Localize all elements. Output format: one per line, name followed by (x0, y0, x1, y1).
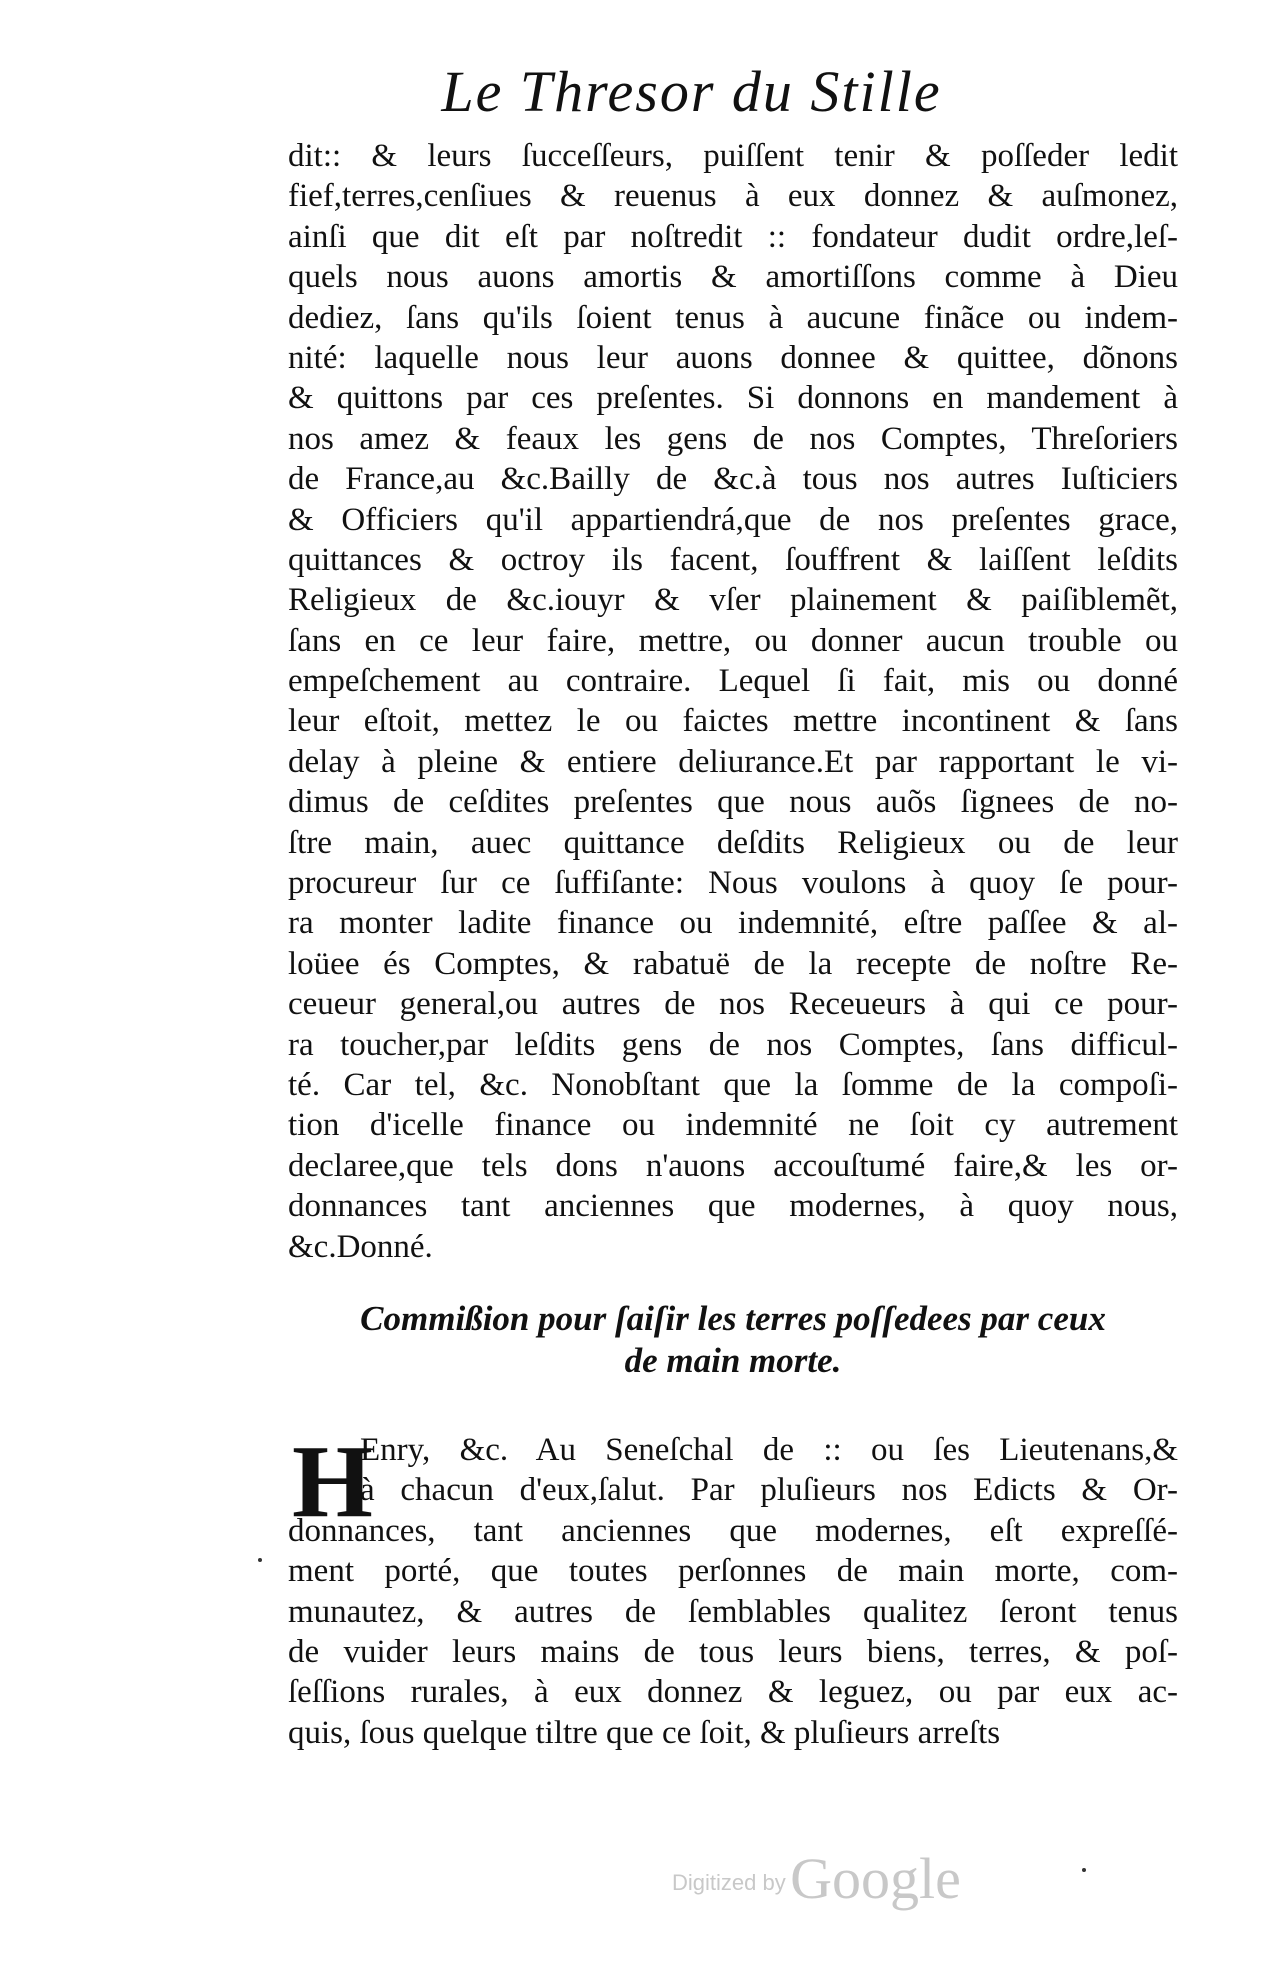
text-line: &c.Donné. (288, 1228, 433, 1265)
section-heading-line-2: de main morte. (624, 1341, 842, 1380)
text-line: ſtre main, auec quittance deſdits Religieux ou de leur (288, 824, 1178, 861)
text-line: declaree,que tels dons n'auons accouſtumé faire,& les or- (288, 1147, 1178, 1184)
text-line: tion d'icelle finance ou indemnité ne ſoit cy autrement (288, 1107, 1178, 1144)
text-line: ra monter ladite finance ou indemnité, eſtre paſſee & al- (288, 905, 1178, 942)
text-line: ceueur general,ou autres de nos Receueurs à qui ce pour- (288, 986, 1178, 1023)
ink-speck (1082, 1868, 1086, 1872)
text-line: dit:: & leurs ſucceſſeurs, puiſſent tenir & poſſeder ledit (288, 138, 1178, 174)
ink-speck (258, 1558, 262, 1562)
paragraph-1 (288, 136, 1178, 1267)
text-line: dimus de ceſdites preſentes que nous auõs ſignees de no- (288, 784, 1178, 821)
text-line: procureur ſur ce ſuffiſante: Nous voulons à quoy ſe pour- (288, 865, 1178, 902)
text-line: empeſchement au contraire. Lequel ſi fait, mis ou donné (288, 663, 1178, 700)
text-line: à chacun d'eux,ſalut. Par pluſieurs nos Edicts & Or- (360, 1472, 1178, 1509)
text-line: ſeſſions rurales, à eux donnez & leguez, ou par eux ac- (288, 1674, 1178, 1711)
text-line: delay à pleine & entiere deliurance.Et par rapportant le vi- (288, 743, 1178, 780)
paragraph-2 (288, 1424, 1178, 1753)
text-line: quels nous auons amortis & amortiſſons comme à Dieu (288, 259, 1178, 296)
text-line: de France,au &c.Bailly de &c.à tous nos autres Iuſticiers (288, 461, 1178, 498)
digitized-watermark (672, 1845, 961, 1912)
text-line: ſans en ce leur faire, mettre, ou donner aucun trouble ou (288, 622, 1178, 659)
watermark-brand: Google (790, 1846, 961, 1911)
text-line: fief,terres,cenſiues & reuenus à eux donnez & auſmonez, (288, 178, 1178, 215)
text-line: té. Car tel, &c. Nonobſtant que la ſomme de la compoſi- (288, 1066, 1178, 1103)
drop-cap: H (292, 1424, 373, 1539)
running-head-text: Le Thresor du Stille (441, 59, 942, 124)
text-line: quittances & octroy ils facent, ſouffrent & laiſſent leſdits (288, 541, 1178, 578)
text-line: loüee és Comptes, & rabatuë de la recepte de noſtre Re- (288, 945, 1178, 982)
text-line: & Officiers qu'il appartiendrá,que de nos preſentes grace, (288, 501, 1178, 538)
text-line: leur eſtoit, mettez le ou faictes mettre incontinent & ſans (288, 703, 1178, 740)
text-line: ainſi que dit eſt par noſtredit :: fondateur dudit ordre,leſ- (288, 218, 1178, 255)
watermark-prefix: Digitized by (672, 1870, 786, 1895)
text-line: ra toucher,par leſdits gens de nos Comptes, ſans difficul- (288, 1026, 1178, 1063)
text-line: de vuider leurs mains de tous leurs biens, terres, & poſ- (288, 1633, 1178, 1670)
text-line: quis, ſous quelque tiltre que ce ſoit, & pluſieurs arreſts (288, 1714, 1001, 1751)
running-head (0, 58, 1263, 125)
text-line: dediez, ſans qu'ils ſoient tenus à aucune finãce ou indem- (288, 299, 1178, 336)
section-heading (288, 1298, 1178, 1382)
text-line: nos amez & feaux les gens de nos Comptes, Threſoriers (288, 420, 1178, 457)
text-line: nité: laquelle nous leur auons donnee & quittee, dõnons (288, 339, 1178, 376)
text-line: Religieux de &c.iouyr & vſer plainement & paiſiblemẽt, (288, 582, 1178, 619)
text-line: & quittons par ces preſentes. Si donnons en mandement à (288, 380, 1178, 417)
text-line: donnances tant anciennes que modernes, à quoy nous, (288, 1188, 1178, 1225)
text-line: munautez, & autres de ſemblables qualitez ſeront tenus (288, 1593, 1178, 1630)
text-line: donnances, tant anciennes que modernes, eſt expreſſé- (288, 1512, 1178, 1549)
text-line: ment porté, que toutes perſonnes de main morte, com- (288, 1553, 1178, 1590)
text-line: Enry, &c. Au Seneſchal de :: ou ſes Lieutenans,& (360, 1432, 1178, 1468)
section-heading-line-1: Commißion pour ſaiſir les terres poſſedees par ceux (360, 1299, 1106, 1338)
